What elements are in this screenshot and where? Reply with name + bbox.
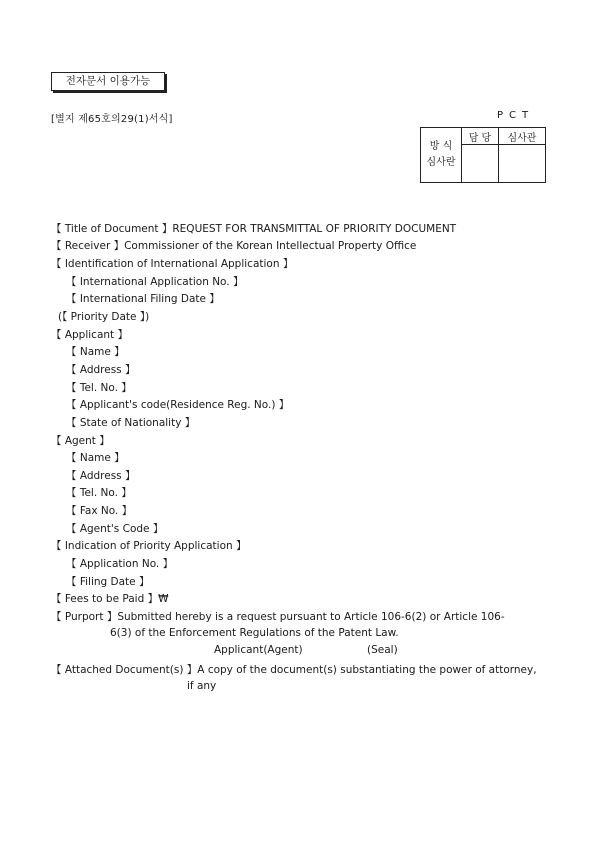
purport-continued: 6(3) of the Enforcement Regulations of the Patent Law. (110, 627, 399, 639)
agent-tel: 【 Tel. No. 】 (66, 487, 132, 499)
international-filing-date: 【 International Filing Date 】 (66, 293, 220, 305)
applicant-tel: 【 Tel. No. 】 (66, 382, 132, 394)
seal: (Seal) (367, 644, 398, 656)
review-col-in-charge: 담 당 (462, 128, 499, 145)
fees-to-be-paid: 【 Fees to be Paid 】₩ (51, 593, 169, 605)
international-application-no: 【 International Application No. 】 (66, 276, 244, 288)
applicant-heading: 【 Applicant 】 (51, 329, 129, 341)
applicant-name: 【 Name 】 (66, 346, 125, 358)
agent-code: 【 Agent's Code 】 (66, 523, 164, 535)
receiver: 【 Receiver 】Commissioner of the Korean Intellectual Property Office (51, 240, 417, 252)
priority-application-heading: 【 Indication of Priority Application 】 (51, 540, 247, 552)
applicant-code: 【 Applicant's code(Residence Reg. No.) 】 (66, 399, 290, 411)
agent-heading: 【 Agent 】 (51, 435, 110, 447)
purport: 【 Purport 】Submitted hereby is a request pursuant to Article 106-6(2) or Article 106- (51, 611, 505, 623)
application-no: 【 Application No. 】 (66, 558, 174, 570)
form-number: [별지 제65호의29(1)서식] (51, 114, 173, 125)
review-cell-in-charge (462, 145, 499, 183)
attached-documents: 【 Attached Document(s) 】A copy of the document(s) substantiating the power of attorney, (51, 664, 537, 676)
electronic-document-badge: 전자문서 이용가능 (51, 72, 165, 91)
identification-heading: 【 Identification of International Application 】 (51, 258, 294, 270)
priority-date: (【 Priority Date 】) (58, 311, 150, 323)
attached-documents-continued: if any (187, 680, 217, 692)
filing-date: 【 Filing Date 】 (66, 576, 150, 588)
state-of-nationality: 【 State of Nationality 】 (66, 417, 196, 429)
review-cell-examiner (498, 145, 545, 183)
review-col-examiner: 심사관 (498, 128, 545, 145)
review-box (420, 127, 546, 183)
method-review-label: 방 식 심사란 (421, 128, 462, 183)
applicant-agent-signature: Applicant(Agent) (214, 644, 303, 656)
agent-address: 【 Address 】 (66, 470, 136, 482)
agent-fax: 【 Fax No. 】 (66, 505, 133, 517)
title-of-document: 【 Title of Document 】REQUEST FOR TRANSMITTAL OF PRIORITY DOCUMENT (51, 223, 457, 235)
pct-label: PCT (497, 110, 535, 121)
agent-name: 【 Name 】 (66, 452, 125, 464)
applicant-address: 【 Address 】 (66, 364, 136, 376)
